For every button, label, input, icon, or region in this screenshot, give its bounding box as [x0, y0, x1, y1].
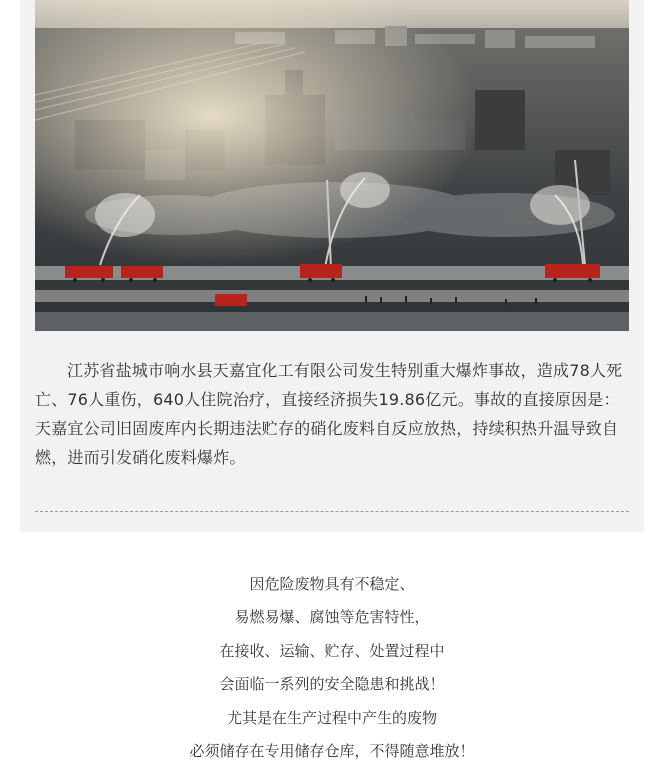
explosion-site-photo	[35, 0, 629, 331]
warning-line: 必须储存在专用储存仓库，不得随意堆放！	[189, 741, 475, 760]
warning-line: 尤其是在生产过程中产生的废物	[226, 708, 437, 727]
warning-line: 易燃易爆、腐蚀等危害特性，	[234, 608, 430, 627]
warning-line: 因危险废物具有不稳定、	[249, 575, 415, 593]
warning-line: 在接收、运输、贮存、处置过程中	[219, 641, 445, 660]
warning-line: 会面临一系列的安全隐患和挑战！	[219, 675, 445, 694]
accident-description: 江苏省盐城市响水县天嘉宜化工有限公司发生特别重大爆炸事故，造成78人死亡、76人重伤，640人住院治疗，直接经济损失19.86亿元。事故的直接原因是：天嘉宜公司旧固废库内长期违法贮存的硝化废料自反应放热，持续积热升温导致自燃，进而引发硝化废料爆炸。	[35, 361, 623, 467]
photo-illustration	[35, 0, 629, 331]
hazard-warning-text	[0, 573, 664, 773]
dashed-divider	[35, 511, 629, 512]
news-card	[20, 0, 644, 532]
